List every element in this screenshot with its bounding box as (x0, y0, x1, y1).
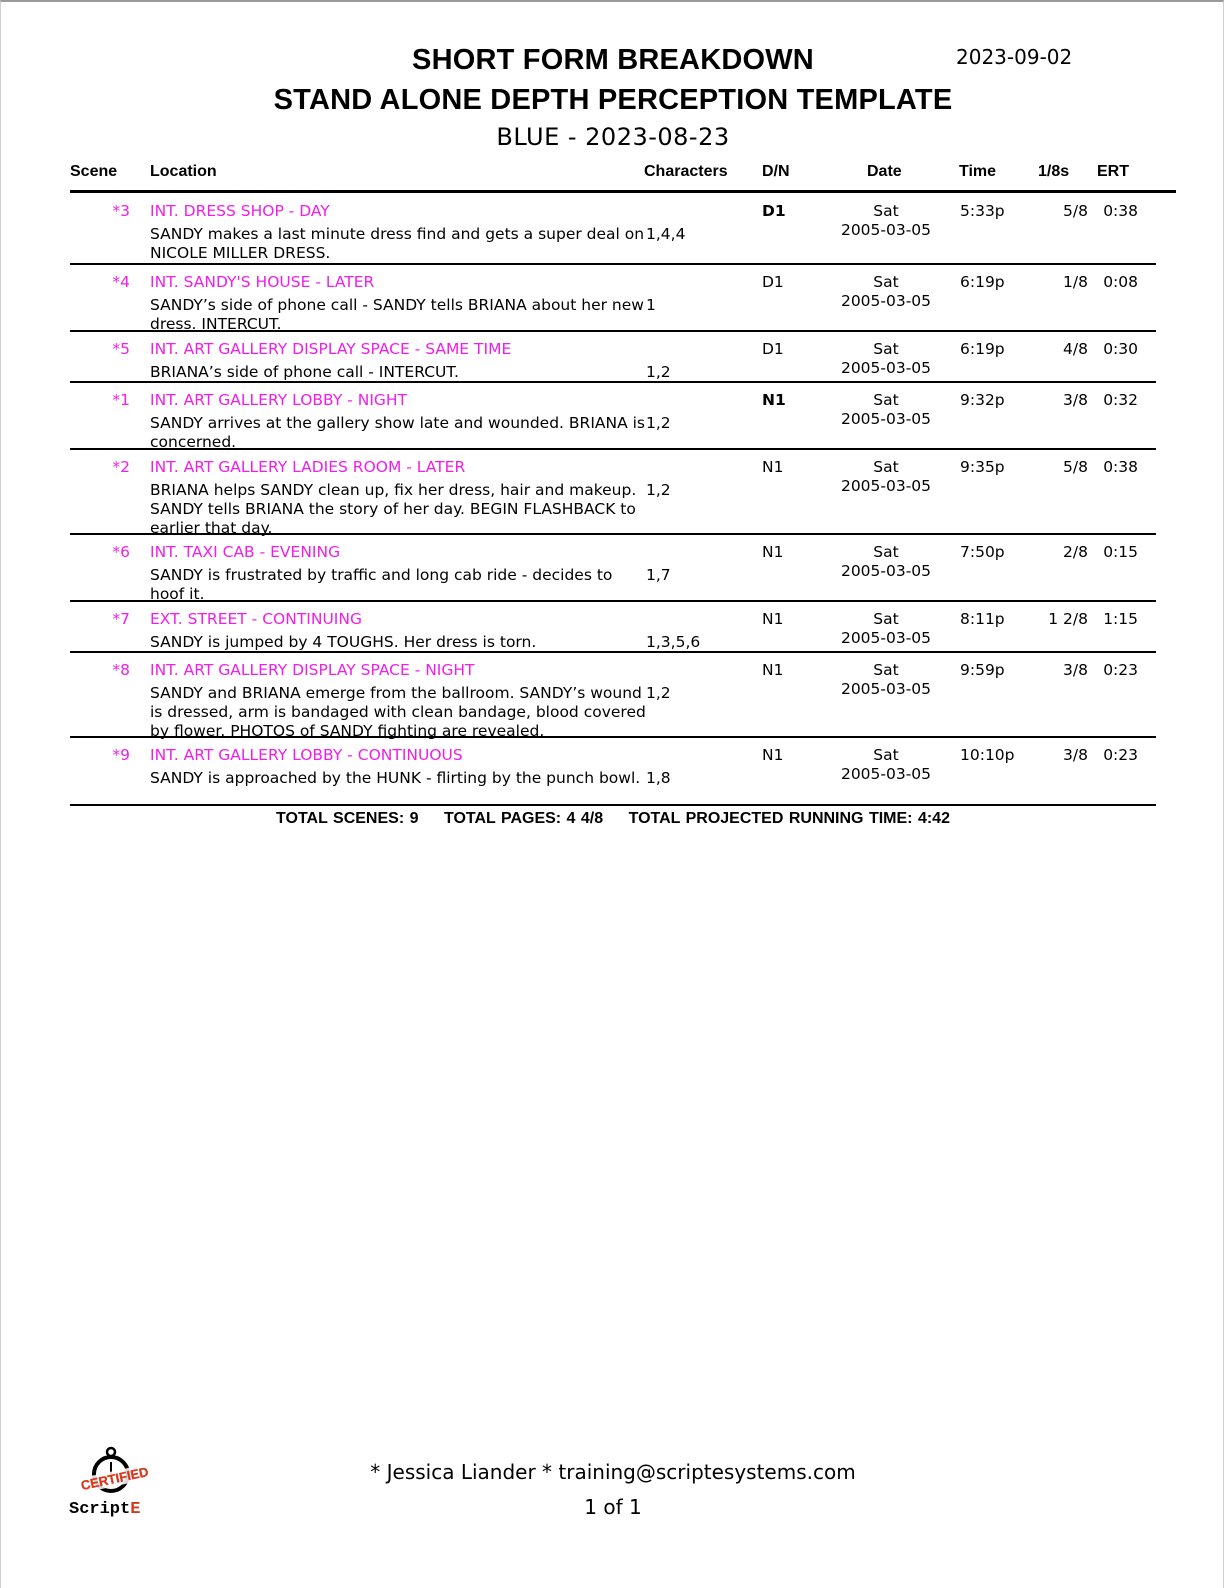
scene-day-night: N1 (762, 610, 784, 628)
scene-date (840, 543, 932, 581)
scene-eighths: 1 2/8 (1048, 610, 1088, 628)
table-row (70, 332, 1156, 383)
scene-calendar-date: 2005-03-05 (840, 359, 932, 377)
scene-time: 9:59p (960, 661, 1005, 679)
scene-date (840, 391, 932, 429)
scene-number: *4 (112, 273, 130, 291)
scene-ert: 0:32 (1103, 391, 1138, 409)
scene-ert: 0:30 (1103, 340, 1138, 358)
total-running-time: TOTAL PROJECTED RUNNING TIME: 4:42 (628, 810, 950, 827)
scene-ert: 0:38 (1103, 202, 1138, 220)
scene-day-night: N1 (762, 661, 784, 679)
scene-weekday: Sat (873, 202, 899, 220)
scene-slugline: INT. SANDY'S HOUSE - LATER (150, 273, 375, 291)
table-row (70, 450, 1156, 535)
scene-day-night: N1 (762, 746, 784, 764)
scene-slugline: INT. TAXI CAB - EVENING (150, 543, 341, 561)
logo-certified-text: CERTIFIED (79, 1464, 150, 1494)
scene-weekday: Sat (873, 458, 899, 476)
column-header-eighths: 1/8s (1038, 163, 1070, 180)
table-row (70, 535, 1156, 602)
header-rule (70, 190, 1176, 193)
scene-day-night: D1 (762, 273, 784, 291)
scene-calendar-date: 2005-03-05 (840, 221, 932, 239)
scene-number: *5 (112, 340, 130, 358)
scene-eighths: 2/8 (1063, 543, 1088, 561)
scene-slugline: INT. ART GALLERY LADIES ROOM - LATER (150, 458, 466, 476)
table-row (70, 653, 1156, 738)
scene-day-night: N1 (762, 391, 786, 409)
scene-synopsis: SANDY is approached by the HUNK - flirting by the punch bowl. (150, 769, 641, 787)
scene-characters: 1 (646, 296, 656, 314)
scene-ert: 0:23 (1103, 746, 1138, 764)
scene-time: 10:10p (960, 746, 1015, 764)
scene-weekday: Sat (873, 340, 899, 358)
scene-calendar-date: 2005-03-05 (840, 562, 932, 580)
scene-time: 8:11p (960, 610, 1005, 628)
revision-label: BLUE - 2023-08-23 (496, 123, 730, 151)
scene-slugline: INT. DRESS SHOP - DAY (150, 202, 330, 220)
scene-synopsis: SANDY is frustrated by traffic and long cab ride - decides to hoof it. (150, 566, 613, 603)
column-header-location: Location (150, 163, 217, 180)
scene-synopsis: SANDY is jumped by 4 TOUGHS. Her dress is torn. (150, 633, 537, 651)
scene-characters: 1,2 (646, 414, 671, 432)
scene-time: 7:50p (960, 543, 1005, 561)
scene-eighths: 5/8 (1063, 458, 1088, 476)
column-header-dn: D/N (762, 163, 790, 180)
scene-date (840, 661, 932, 699)
scene-characters: 1,2 (646, 363, 671, 381)
scene-ert: 0:38 (1103, 458, 1138, 476)
logo-scripte-text: ScriptE (69, 1500, 141, 1519)
column-header-ert: ERT (1097, 163, 1129, 180)
scene-weekday: Sat (873, 661, 899, 679)
scene-synopsis: BRIANA’s side of phone call - INTERCUT. (150, 363, 459, 381)
scene-time: 9:35p (960, 458, 1005, 476)
scene-characters: 1,8 (646, 769, 671, 787)
scene-weekday: Sat (873, 746, 899, 764)
scene-date (840, 273, 932, 311)
column-header-characters: Characters (644, 163, 728, 180)
scene-date (840, 202, 932, 240)
scene-eighths: 3/8 (1063, 391, 1088, 409)
scene-number: *7 (112, 610, 130, 628)
total-scenes: TOTAL SCENES: 9 (276, 810, 419, 827)
scene-synopsis: SANDY’s side of phone call - SANDY tells BRIANA about her new dress. INTERCUT. (150, 296, 644, 333)
footer-credit: * Jessica Liander * training@scriptesystems.com (370, 1460, 856, 1484)
scene-slugline: INT. ART GALLERY LOBBY - NIGHT (150, 391, 408, 409)
scene-slugline: INT. ART GALLERY DISPLAY SPACE - SAME TIME (150, 340, 512, 358)
scene-day-night: N1 (762, 458, 784, 476)
report-template-title: STAND ALONE DEPTH PERCEPTION TEMPLATE (273, 84, 953, 116)
table-row (70, 265, 1156, 332)
scene-date (840, 746, 932, 784)
scene-synopsis: SANDY arrives at the gallery show late and wounded. BRIANA is concerned. (150, 414, 646, 451)
scene-calendar-date: 2005-03-05 (840, 292, 932, 310)
scene-synopsis: SANDY and BRIANA emerge from the ballroom. SANDY’s wound is dressed, arm is bandaged with clean bandage, blood covered by flower. PHOTOS of SANDY fighting are revealed. (150, 684, 646, 740)
scene-slugline: EXT. STREET - CONTINUING (150, 610, 362, 628)
scene-characters: 1,3,5,6 (646, 633, 701, 651)
column-header-time: Time (959, 163, 997, 180)
scene-eighths: 3/8 (1063, 661, 1088, 679)
scene-eighths: 3/8 (1063, 746, 1088, 764)
scene-slugline: INT. ART GALLERY DISPLAY SPACE - NIGHT (150, 661, 475, 679)
scene-synopsis: BRIANA helps SANDY clean up, fix her dress, hair and makeup. SANDY tells BRIANA the story of her day. BEGIN FLASHBACK to earlier that day. (150, 481, 637, 537)
scene-eighths: 5/8 (1063, 202, 1088, 220)
scene-calendar-date: 2005-03-05 (840, 477, 932, 495)
scene-eighths: 4/8 (1063, 340, 1088, 358)
scene-number: *2 (112, 458, 130, 476)
table-row (70, 383, 1156, 450)
scene-time: 6:19p (960, 273, 1005, 291)
scene-ert: 0:23 (1103, 661, 1138, 679)
scene-number: *8 (112, 661, 130, 679)
totals-line (1, 810, 1224, 828)
scene-characters: 1,4,4 (646, 225, 686, 243)
report-title: SHORT FORM BREAKDOWN (412, 44, 814, 76)
scene-characters: 1,2 (646, 481, 671, 499)
scene-day-night: D1 (762, 202, 786, 220)
column-header-scene: Scene (70, 163, 118, 180)
scene-ert: 0:08 (1103, 273, 1138, 291)
scene-number: *3 (112, 202, 130, 220)
scene-characters: 1,7 (646, 566, 671, 584)
scene-date (840, 340, 932, 378)
scene-ert: 1:15 (1103, 610, 1138, 628)
scene-time: 5:33p (960, 202, 1005, 220)
scene-day-night: D1 (762, 340, 784, 358)
scene-weekday: Sat (873, 273, 899, 291)
table-row (70, 194, 1156, 265)
scene-characters: 1,2 (646, 684, 671, 702)
breakdown-table (70, 194, 1156, 806)
column-header-date: Date (867, 163, 902, 180)
scene-number: *1 (112, 391, 130, 409)
scene-slugline: INT. ART GALLERY LOBBY - CONTINUOUS (150, 746, 463, 764)
scene-synopsis: SANDY makes a last minute dress find and gets a super deal on NICOLE MILLER DRESS. (150, 225, 645, 262)
total-pages: TOTAL PAGES: 4 4/8 (443, 810, 604, 827)
scene-day-night: N1 (762, 543, 784, 561)
scene-weekday: Sat (873, 543, 899, 561)
table-row (70, 738, 1156, 806)
scene-eighths: 1/8 (1063, 273, 1088, 291)
scene-weekday: Sat (873, 610, 899, 628)
scene-time: 9:32p (960, 391, 1005, 409)
scene-number: *9 (112, 746, 130, 764)
scene-calendar-date: 2005-03-05 (840, 410, 932, 428)
table-row (70, 602, 1156, 653)
page-number: 1 of 1 (584, 1495, 642, 1519)
scene-ert: 0:15 (1103, 543, 1138, 561)
scene-calendar-date: 2005-03-05 (840, 629, 932, 647)
scene-date (840, 458, 932, 496)
scene-calendar-date: 2005-03-05 (840, 680, 932, 698)
print-date: 2023-09-02 (956, 45, 1073, 69)
scene-date (840, 610, 932, 648)
scene-weekday: Sat (873, 391, 899, 409)
scene-number: *6 (112, 543, 130, 561)
scene-calendar-date: 2005-03-05 (840, 765, 932, 783)
scene-time: 6:19p (960, 340, 1005, 358)
